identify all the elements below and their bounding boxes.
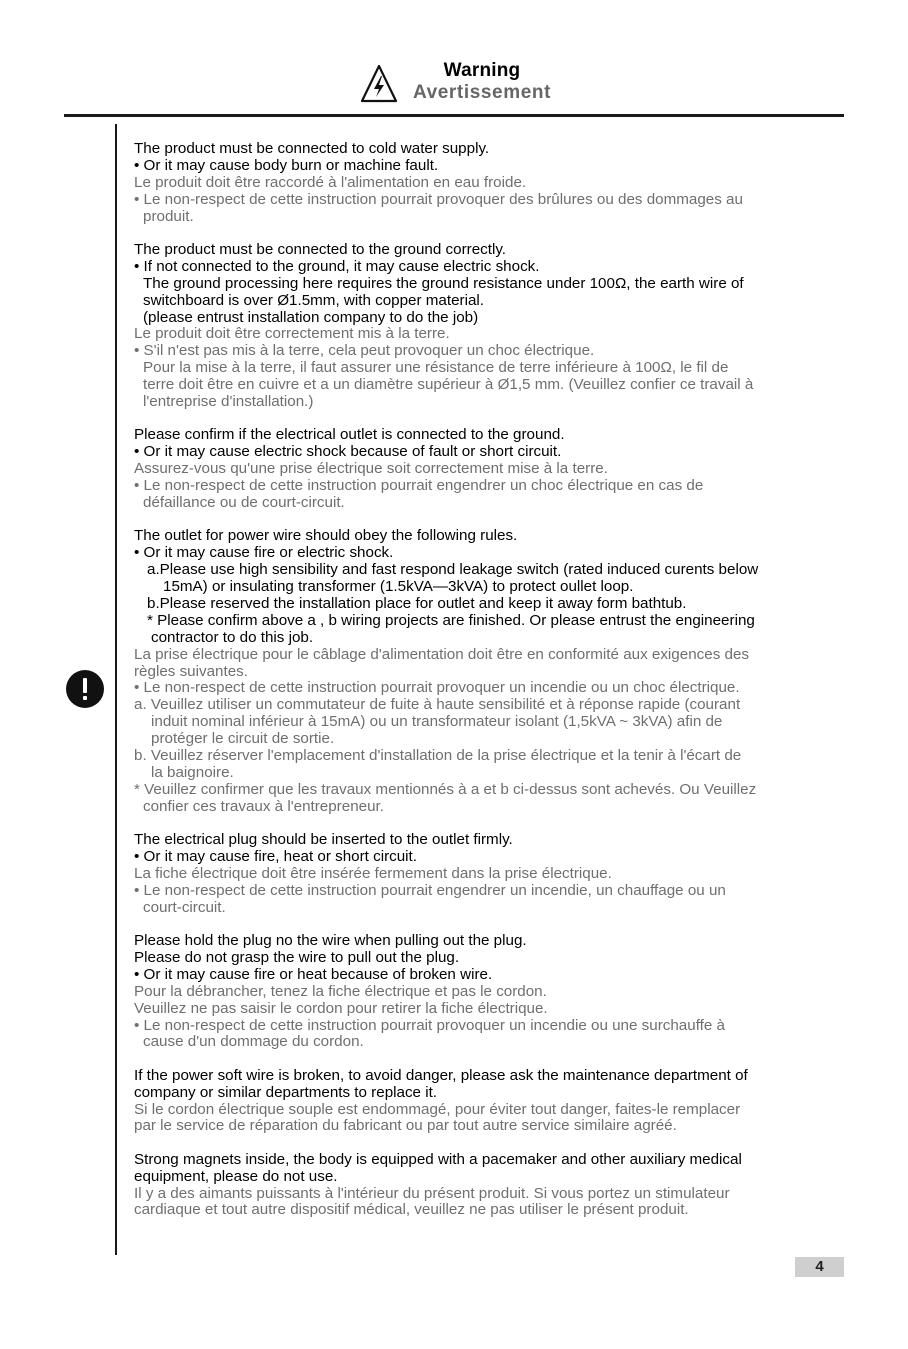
warning-section xyxy=(134,832,864,917)
french-text-line: a. Veuillez utiliser un commutateur de fuite à haute sensibilité et à réponse rapide (courant xyxy=(134,696,741,714)
english-text-line: Strong magnets inside, the body is equipped with a pacemaker and other auxiliary medical xyxy=(134,1150,742,1168)
french-text-line: * Veuillez confirmer que les travaux mentionnés à a et b ci-dessus sont achevés. Ou Veuillez xyxy=(134,780,757,798)
english-text-line: The product must be connected to the ground correctly. xyxy=(134,240,507,258)
french-text-line: Assurez-vous qu'une prise électrique soit correctement mise à la terre. xyxy=(134,460,608,478)
english-text-line: Please confirm if the electrical outlet is connected to the ground. xyxy=(134,426,565,444)
electric-warning-triangle-icon xyxy=(360,64,398,104)
french-text-line: Le produit doit être correctement mis à la terre. xyxy=(134,325,450,343)
english-text-line: (please entrust installation company to do the job) xyxy=(143,308,479,326)
english-text-line: The ground processing here requires the ground resistance under 100Ω, the earth wire of xyxy=(143,274,744,292)
warning-section xyxy=(134,242,864,411)
french-text-line: La fiche électrique doit être insérée fermement dans la prise électrique. xyxy=(134,864,612,882)
english-text-line: Please do not grasp the wire to pull out the plug. xyxy=(134,948,460,966)
header-titles xyxy=(412,60,552,104)
warning-section xyxy=(134,933,864,1051)
french-text-line: confier ces travaux à l'entrepreneur. xyxy=(143,797,384,815)
english-text-line: • Or it may cause fire, heat or short circuit. xyxy=(134,848,418,865)
page-header xyxy=(0,58,908,108)
french-text-line: cardiaque et tout autre dispositif médical, veuillez ne pas utiliser le présent produit. xyxy=(134,1201,689,1219)
english-text-line: b.Please reserved the installation place for outlet and keep it away form bathtub. xyxy=(147,594,687,612)
page-number: 4 xyxy=(795,1257,844,1277)
french-text-line: produit. xyxy=(143,207,194,225)
french-text-line: • S'il n'est pas mis à la terre, cela peut provoquer un choc électrique. xyxy=(134,342,595,360)
french-text-line: défaillance ou de court-circuit. xyxy=(143,494,345,511)
english-text-line: * Please confirm above a , b wiring projects are finished. Or please entrust the engineering xyxy=(147,611,755,629)
french-text-line: Veuillez ne pas saisir le cordon pour retirer la fiche électrique. xyxy=(134,999,548,1017)
french-text-line: court-circuit. xyxy=(143,898,226,916)
french-text-line: • Le non-respect de cette instruction pourrait provoquer un incendie ou un choc électrique. xyxy=(134,679,740,697)
french-text-line: cause d'un dommage du cordon. xyxy=(143,1033,364,1051)
french-text-line: la baignoire. xyxy=(151,763,234,781)
english-text-line: contractor to do this job. xyxy=(151,628,314,646)
english-text-line: 15mA) or insulating transformer (1.5kVA—3kVA) to protect oullet loop. xyxy=(163,578,634,596)
french-text-line: Si le cordon électrique souple est endommagé, pour éviter tout danger, faites-le remplacer xyxy=(134,1100,741,1118)
french-text-line: b. Veuillez réserver l'emplacement d'installation de la prise électrique et la tenir à l'écart de xyxy=(134,747,742,765)
french-text-line: • Le non-respect de cette instruction pourrait provoquer un incendie ou une surchauffe à xyxy=(134,1016,725,1034)
english-text-line: • Or it may cause fire or electric shock. xyxy=(134,544,394,562)
french-text-line: l'entreprise d'installation.) xyxy=(143,393,314,411)
french-text-line: terre doit être en cuivre et a un diamètre supérieur à Ø1,5 mm. (Veuillez confier ce travail à xyxy=(143,376,754,394)
margin-rule xyxy=(115,124,117,1255)
english-text-line: • Or it may cause body burn or machine fault. xyxy=(134,156,439,174)
warning-section xyxy=(134,528,864,815)
warning-section xyxy=(134,427,864,512)
english-text-line: The outlet for power wire should obey the following rules. xyxy=(134,527,518,545)
french-text-line: • Le non-respect de cette instruction pourrait engendrer un choc électrique en cas de xyxy=(134,477,704,495)
french-text-line: • Le non-respect de cette instruction pourrait engendrer un incendie, un chauffage ou un xyxy=(134,881,726,899)
french-text-line: • Le non-respect de cette instruction pourrait provoquer des brûlures ou des dommages au xyxy=(134,190,743,208)
french-text-line: Le produit doit être raccordé à l'alimentation en eau froide. xyxy=(134,173,527,191)
warning-section xyxy=(134,141,864,226)
french-text-line: protéger le circuit de sortie. xyxy=(151,730,335,748)
english-text-line: switchboard is over Ø1.5mm, with copper material. xyxy=(143,291,484,309)
french-text-line: Pour la débrancher, tenez la fiche électrique et pas le cordon. xyxy=(134,982,547,1000)
header-divider xyxy=(64,114,844,117)
english-text-line: • Or it may cause electric shock because of fault or short circuit. xyxy=(134,443,562,461)
page-title: Warning xyxy=(443,60,521,81)
french-text-line: La prise électrique pour le câblage d'alimentation doit être en conformité aux exigences des xyxy=(134,645,749,663)
french-text-line: induit nominal inférieur à 15mA) ou un transformateur isolant (1,5kVA ~ 3kVA) afin de xyxy=(151,713,723,731)
warning-section xyxy=(134,1068,864,1136)
warning-section xyxy=(134,1152,864,1220)
english-text-line: If the power soft wire is broken, to avoid danger, please ask the maintenance department of xyxy=(134,1066,748,1084)
english-text-line: Please hold the plug no the wire when pulling out the plug. xyxy=(134,932,527,950)
english-text-line: • Or it may cause fire or heat because of broken wire. xyxy=(134,965,493,983)
english-text-line: a.Please use high sensibility and fast respond leakage switch (rated induced curents below xyxy=(147,561,759,579)
french-text-line: Pour la mise à la terre, il faut assurer une résistance de terre inférieure à 100Ω, le fil de xyxy=(143,359,729,377)
french-text-line: règles suivantes. xyxy=(134,662,248,680)
english-text-line: The product must be connected to cold water supply. xyxy=(134,140,490,157)
page-subtitle: Avertissement xyxy=(412,82,552,103)
french-text-line: par le service de réparation du fabricant ou par tout autre service similaire agréé. xyxy=(134,1117,677,1135)
exclamation-circle-icon xyxy=(66,670,104,708)
english-text-line: equipment, please do not use. xyxy=(134,1167,338,1185)
warning-content xyxy=(134,141,864,1236)
french-text-line: Il y a des aimants puissants à l'intérieur du présent produit. Si vous portez un stimulateur xyxy=(134,1184,730,1202)
english-text-line: company or similar departments to replace it. xyxy=(134,1083,438,1101)
english-text-line: • If not connected to the ground, it may cause electric shock. xyxy=(134,257,540,275)
english-text-line: The electrical plug should be inserted to the outlet firmly. xyxy=(134,831,513,849)
